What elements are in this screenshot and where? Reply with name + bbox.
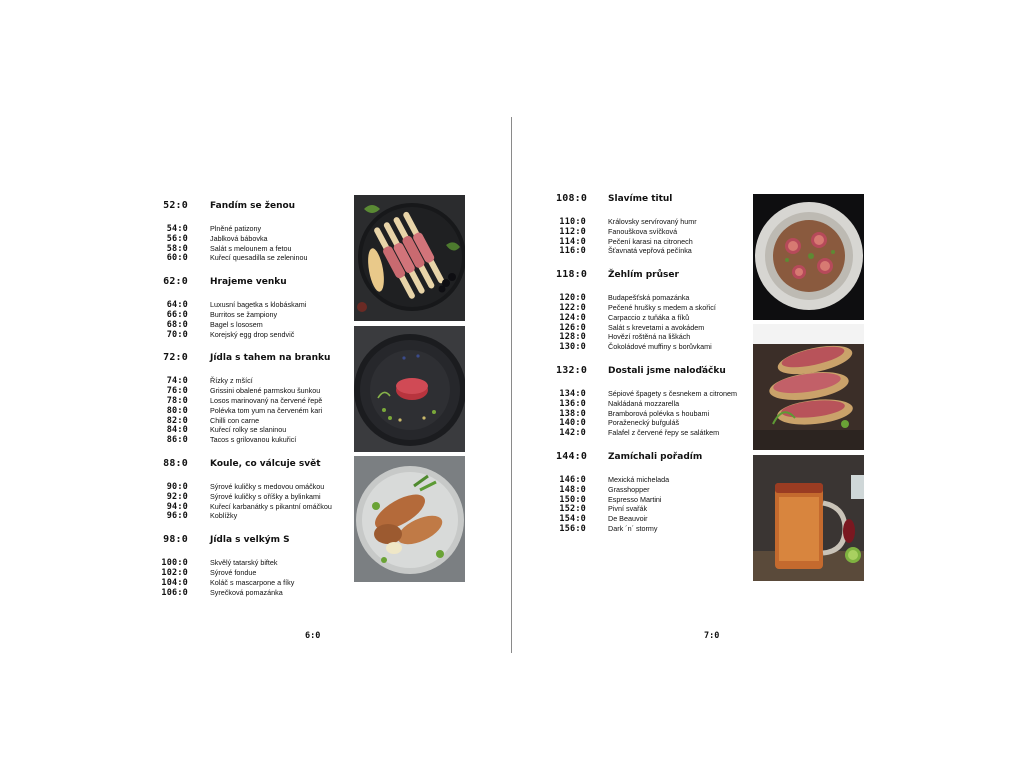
recipe-page-number: 134:0	[559, 388, 586, 399]
recipe-title: Korejský egg drop sendvič	[210, 329, 295, 339]
toc-section	[158, 352, 350, 445]
recipe-entry	[556, 313, 750, 323]
recipe-page-number: 142:0	[559, 428, 586, 439]
section-title: Slavíme titul	[608, 194, 673, 204]
recipe-list	[556, 217, 750, 256]
recipe-page-number: 140:0	[559, 418, 586, 429]
recipe-page-number: 80:0	[166, 405, 188, 416]
recipe-title: Sýrové kuličky s oříšky a bylinkami	[210, 491, 321, 501]
recipe-title: Koblížky	[210, 511, 238, 521]
recipe-entry	[158, 244, 350, 254]
toc-section	[158, 276, 350, 339]
recipe-title: Sýrové fondue	[210, 567, 257, 577]
recipe-page-number: 94:0	[166, 501, 188, 512]
section-page-number: 144:0	[556, 450, 588, 462]
prosciutto-grissini-photo	[354, 195, 465, 321]
section-title: Jídla s velkým S	[210, 535, 290, 546]
recipe-entry	[158, 435, 350, 445]
toc-section	[158, 458, 350, 521]
recipe-list	[556, 389, 750, 438]
recipe-entry	[556, 428, 750, 438]
recipe-title: Budapešťská pomazánka	[608, 293, 690, 303]
recipe-title: Salát s melounem a fetou	[210, 243, 292, 253]
recipe-entry	[158, 376, 350, 386]
section-page-number: 88:0	[163, 457, 188, 469]
recipe-entry	[556, 504, 750, 514]
section-page-number: 118:0	[556, 269, 588, 281]
recipe-page-number: 110:0	[559, 217, 586, 227]
recipe-title: Grasshopper	[608, 484, 650, 494]
recipe-entry	[556, 389, 750, 399]
recipe-page-number: 60:0	[166, 253, 188, 264]
right-table-of-contents	[556, 193, 750, 547]
section-title: Hrajeme venku	[210, 277, 287, 288]
recipe-entry	[158, 558, 350, 568]
recipe-entry	[556, 409, 750, 419]
recipe-entry	[158, 482, 350, 492]
recipe-page-number: 152:0	[559, 504, 586, 515]
recipe-entry	[158, 224, 350, 234]
recipe-title: Polévka tom yum na červeném kari	[210, 405, 323, 415]
recipe-title: De Beauvoir	[608, 514, 648, 524]
recipe-title: Mexická michelada	[608, 474, 670, 484]
recipe-entry	[556, 524, 750, 534]
recipe-title: Bramborová polévka s houbami	[608, 408, 710, 418]
recipe-title: Čokoládové muffiny s borůvkami	[608, 342, 712, 352]
recipe-page-number: 138:0	[559, 408, 586, 419]
recipe-page-number: 92:0	[166, 491, 188, 502]
recipe-title: Královsky servírovaný humr	[608, 217, 697, 226]
recipe-title: Bagel s lososem	[210, 319, 263, 329]
section-heading	[556, 365, 750, 379]
recipe-title: Dark ´n´ stormy	[608, 523, 658, 533]
recipe-page-number: 66:0	[166, 309, 188, 320]
recipe-entry	[556, 495, 750, 505]
section-title: Žehlím průser	[608, 270, 679, 281]
section-page-number: 62:0	[163, 276, 188, 288]
beef-tartare-photo	[354, 326, 465, 452]
recipe-list	[158, 482, 350, 521]
recipe-page-number: 148:0	[559, 484, 586, 495]
recipe-entry	[158, 234, 350, 244]
recipe-title: Nakládaná mozzarella	[608, 398, 680, 408]
recipe-list	[556, 475, 750, 534]
section-title: Fandím se ženou	[210, 201, 296, 211]
right-page-number: 7:0	[704, 631, 720, 641]
recipe-page-number: 104:0	[161, 577, 188, 588]
recipe-entry	[158, 588, 350, 598]
recipe-list	[158, 300, 350, 339]
section-heading	[158, 352, 350, 366]
recipe-entry	[158, 511, 350, 521]
recipe-page-number: 58:0	[166, 243, 188, 254]
section-page-number: 108:0	[556, 193, 588, 204]
section-title: Jídla s tahem na branku	[210, 353, 331, 364]
recipe-title: Salát s krevetami a avokádem	[608, 322, 705, 332]
recipe-title: Losos marinovaný na červené řepě	[210, 395, 323, 405]
section-heading	[556, 193, 750, 207]
recipe-page-number: 116:0	[559, 246, 586, 257]
toc-section	[158, 200, 350, 263]
recipe-title: Kuřecí karbanátky s pikantní omáčkou	[210, 501, 332, 511]
recipe-entry	[158, 330, 350, 340]
recipe-entry	[158, 578, 350, 588]
toc-section	[556, 451, 750, 534]
section-title: Zamíchali pořadím	[608, 451, 703, 462]
recipe-title: Pečené hrušky s medem a skořicí	[608, 302, 716, 312]
recipe-title: Carpaccio z tuňáka a fíků	[608, 312, 690, 322]
recipe-title: Šťavnatá vepřová pečínka	[608, 246, 692, 256]
left-page-number: 6:0	[305, 631, 321, 641]
recipe-entry	[158, 320, 350, 330]
recipe-entry	[556, 246, 750, 256]
recipe-page-number: 150:0	[559, 494, 586, 505]
recipe-page-number: 122:0	[559, 302, 586, 313]
recipe-page-number: 156:0	[559, 523, 586, 534]
recipe-title: Kuřecí rolky se slaninou	[210, 425, 287, 435]
recipe-page-number: 68:0	[166, 319, 188, 330]
bacon-chicken-rolls-photo	[354, 456, 465, 582]
recipe-page-number: 136:0	[559, 398, 586, 409]
section-title: Dostali jsme naloďáčku	[608, 365, 726, 376]
recipe-entry	[158, 492, 350, 502]
section-heading	[158, 200, 350, 214]
toc-section	[556, 193, 750, 256]
recipe-page-number: 128:0	[559, 332, 586, 343]
recipe-entry	[556, 293, 750, 303]
recipe-entry	[556, 342, 750, 352]
recipe-page-number: 126:0	[559, 322, 586, 333]
recipe-title: Espresso Martini	[608, 494, 662, 504]
recipe-title: Kuřecí quesadilla se zeleninou	[210, 253, 308, 263]
recipe-list	[556, 293, 750, 352]
recipe-entry	[556, 418, 750, 428]
recipe-entry	[556, 332, 750, 342]
recipe-entry	[556, 303, 750, 313]
recipe-entry	[158, 386, 350, 396]
recipe-page-number: 102:0	[161, 567, 188, 578]
page-gutter-divider	[511, 117, 512, 653]
recipe-page-number: 130:0	[559, 342, 586, 353]
recipe-title: Pivní svařák	[608, 504, 648, 514]
recipe-entry	[158, 568, 350, 578]
section-page-number: 72:0	[163, 352, 188, 364]
recipe-entry	[556, 227, 750, 237]
section-heading	[556, 269, 750, 283]
recipe-page-number: 56:0	[166, 233, 188, 244]
recipe-page-number: 54:0	[166, 224, 188, 234]
recipe-title: Burritos se žampiony	[210, 309, 278, 319]
recipe-title: Falafel z červené řepy se salátkem	[608, 428, 720, 438]
section-heading	[556, 451, 750, 465]
recipe-title: Poraženecký buřguláš	[608, 418, 680, 428]
section-page-number: 98:0	[163, 534, 188, 546]
recipe-entry	[556, 514, 750, 524]
recipe-title: Tacos s grilovanou kukuřicí	[210, 435, 297, 445]
toc-section	[158, 534, 350, 597]
recipe-title: Syrečková pomazánka	[210, 587, 283, 597]
recipe-entry	[158, 310, 350, 320]
recipe-entry	[158, 253, 350, 263]
recipe-title: Chilli con carne	[210, 415, 260, 425]
recipe-title: Sýrové kuličky s medovou omáčkou	[210, 481, 325, 491]
recipe-page-number: 78:0	[166, 395, 188, 406]
recipe-entry	[158, 502, 350, 512]
toc-section	[556, 365, 750, 438]
recipe-page-number: 112:0	[559, 226, 586, 237]
recipe-title: Skvělý tatarský biftek	[210, 558, 278, 568]
recipe-page-number: 146:0	[559, 474, 586, 485]
recipe-page-number: 106:0	[161, 587, 188, 598]
left-table-of-contents	[158, 200, 350, 610]
recipe-entry	[556, 323, 750, 333]
recipe-entry	[556, 475, 750, 485]
recipe-page-number: 90:0	[166, 481, 188, 492]
recipe-page-number: 120:0	[559, 293, 586, 304]
section-page-number: 132:0	[556, 364, 588, 376]
recipe-page-number: 70:0	[166, 329, 188, 340]
section-heading	[158, 276, 350, 290]
toc-section	[556, 269, 750, 352]
recipe-title: Hovězí roštěná na liškách	[608, 332, 691, 342]
recipe-entry	[158, 425, 350, 435]
recipe-page-number: 82:0	[166, 415, 188, 426]
recipe-title: Grissini obalené parmskou šunkou	[210, 386, 321, 396]
fig-tuna-carpaccio-photo	[753, 194, 864, 320]
section-heading	[158, 534, 350, 548]
recipe-entry	[556, 399, 750, 409]
recipe-entry	[158, 416, 350, 426]
recipe-list	[158, 224, 350, 263]
recipe-title: Fanouškova svíčková	[608, 226, 678, 236]
recipe-page-number: 86:0	[166, 435, 188, 446]
recipe-title: Pečení karasi na citronech	[608, 236, 693, 246]
recipe-page-number: 96:0	[166, 511, 188, 522]
recipe-page-number: 64:0	[166, 300, 188, 311]
roast-beef-bruschetta-photo	[753, 324, 864, 450]
recipe-title: Jablková bábovka	[210, 233, 268, 243]
recipe-page-number: 154:0	[559, 514, 586, 525]
recipe-entry	[556, 485, 750, 495]
section-heading	[158, 458, 350, 472]
recipe-page-number: 100:0	[161, 558, 188, 569]
recipe-entry	[158, 406, 350, 416]
michelada-photo	[753, 455, 864, 581]
recipe-page-number: 74:0	[166, 376, 188, 387]
recipe-title: Koláč s mascarpone a fíky	[210, 577, 295, 587]
recipe-list	[158, 558, 350, 597]
recipe-page-number: 76:0	[166, 386, 188, 397]
recipe-title: Řízky z mšící	[210, 376, 253, 386]
recipe-title: Plněné patizony	[210, 224, 262, 233]
recipe-entry	[556, 237, 750, 247]
recipe-entry	[158, 300, 350, 310]
section-page-number: 52:0	[163, 200, 188, 211]
recipe-page-number: 114:0	[559, 236, 586, 247]
recipe-list	[158, 376, 350, 445]
recipe-entry	[556, 217, 750, 227]
recipe-page-number: 84:0	[166, 425, 188, 436]
recipe-title: Sépiové špagety s česnekem a citronem	[608, 388, 738, 398]
recipe-entry	[158, 396, 350, 406]
section-title: Koule, co válcuje svět	[210, 458, 321, 469]
recipe-title: Luxusní bagetka s klobáskami	[210, 300, 307, 310]
recipe-page-number: 124:0	[559, 312, 586, 323]
